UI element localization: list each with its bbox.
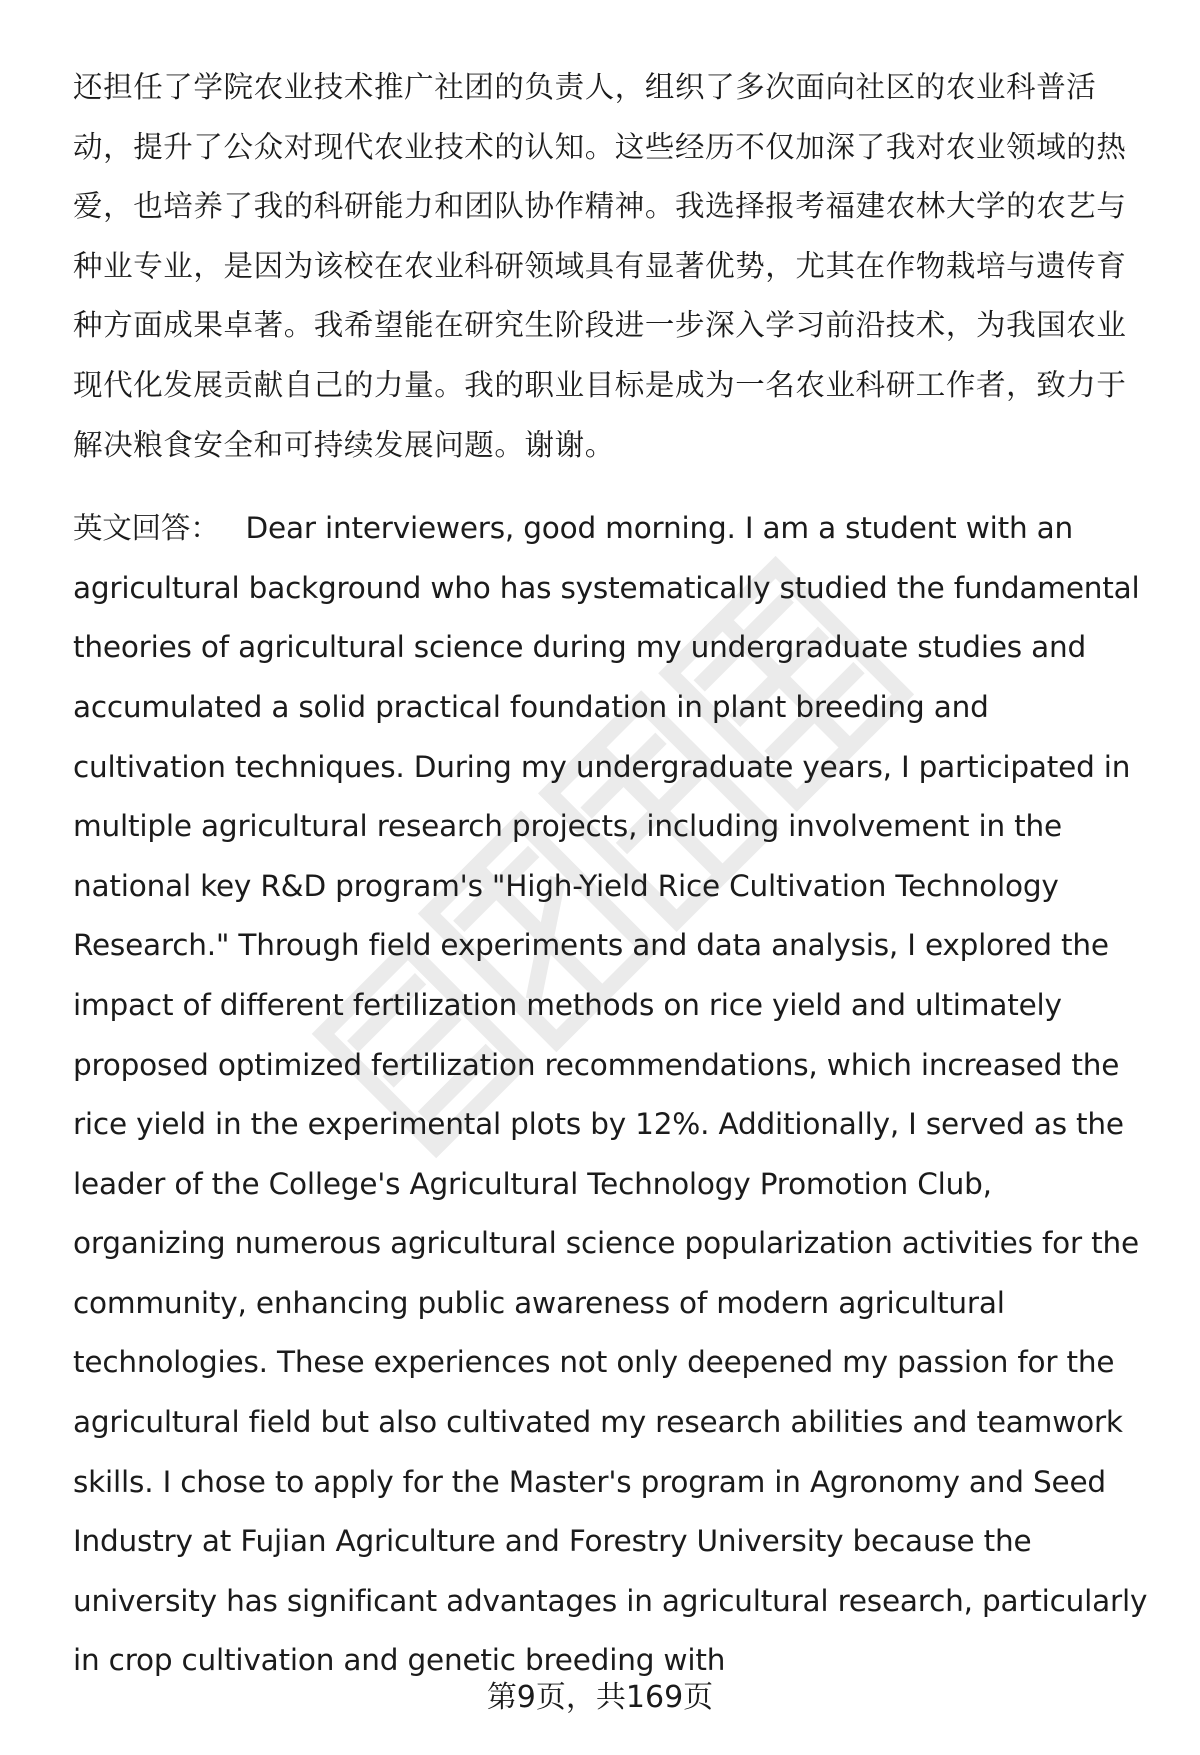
english-answer-text: Dear interviewers, good morning. I am a student with an agricultural background who has systematically studied the fundamental theories of agricultural science during my undergraduate studies and accumulated a solid practical foundation in plant breeding and cultivation techniques. During my undergraduate years, I participated in multiple agricultural research projects, including involvement in the national key R&D program's "High-Yield Rice Cultivation Technology Research." Through field experiments and data analysis, I explored the impact of different fertilization methods on rice yield and ultimately proposed optimized fertilization recommendations, which increased the rice yield in the experimental plots by 12%. Additionally, I served as the leader of the College's Agricultural Technology Promotion Club, organizing numerous agricultural science popularization activities for the community, enhancing public awareness of modern agricultural technologies. These experiences not only deepened my passion for the agricultural field but also cultivated my research abilities and teamwork skills. I chose to apply for the Master's program in Agronomy and Seed Industry at Fujian Agriculture and Forestry University because the university has significant advantages in agricultural research, particularly in crop cultivation and genetic breeding with bbox=[73, 511, 1148, 1678]
page-content bbox=[73, 58, 1148, 1691]
chinese-paragraph: 还担任了学院农业技术推广社团的负责人，组织了多次面向社区的农业科普活动，提升了公众对现代农业技术的认知。这些经历不仅加深了我对农业领域的热爱，也培养了我的科研能力和团队协作精神。我选择报考福建农林大学的农艺与种业专业，是因为该校在农业科研领域具有显著优势，尤其在作物栽培与遗传育种方面成果卓著。我希望能在研究生阶段进一步深入学习前沿技术，为我国农业现代化发展贡献自己的力量。我的职业目标是成为一名农业科研工作者，致力于解决粮食安全和可持续发展问题。谢谢。 bbox=[73, 70, 1127, 462]
english-answer-paragraph bbox=[73, 499, 1148, 1691]
english-answer-label: 英文回答： bbox=[73, 511, 220, 546]
page-number-footer: 第9页，共169页 bbox=[486, 1680, 714, 1715]
